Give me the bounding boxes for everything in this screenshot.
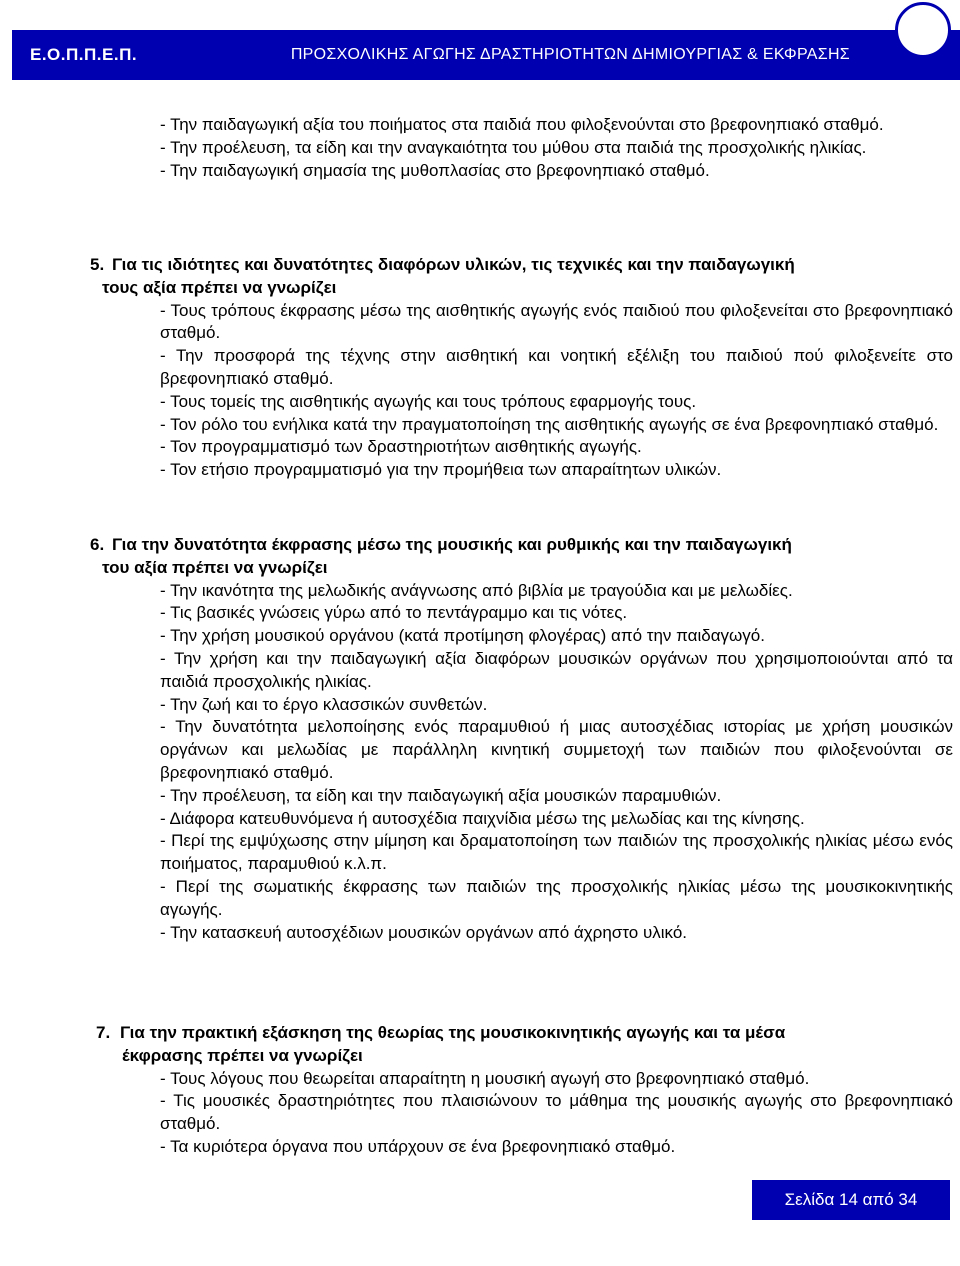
page-header <box>0 0 960 90</box>
list-item: - Περί της σωματικής έκφρασης των παιδιών της προσχολικής ηλικίας μέσω της μουσικοκινητικής αγωγής. <box>160 876 953 919</box>
intro-list <box>0 114 960 182</box>
list-item: - Την παιδαγωγική σημασία της μυθοπλασίας στο βρεφονηπιακό σταθμό. <box>160 160 710 180</box>
header-title: ΠΡΟΣΧΟΛΙΚΗΣ ΑΓΩΓΗΣ ΔΡΑΣΤΗΡΙΟΤΗΤΩΝ ΔΗΜΙΟΥΡΓΙΑΣ & ΕΚΦΡΑΣΗΣ <box>290 46 850 63</box>
heading-line: Για την πρακτική εξάσκηση της θεωρίας της μουσικοκινητικής αγωγής και τα μέσα <box>120 1023 786 1042</box>
list-item: - Περί της εμψύχωσης στην μίμηση και δραματοποίηση των παιδιών της προσχολικής ηλικίας μέσω ενός ποιήματος, παραμυθιού κ.λ.π. <box>160 831 953 874</box>
list-item: - Τους τομείς της αισθητικής αγωγής και τους τρόπους εφαρμογής τους. <box>160 391 697 411</box>
list-item: - Την χρήση μουσικού οργάνου (κατά προτίμηση φλογέρας) από την παιδαγωγό. <box>160 626 765 646</box>
list-item: - Την χρήση και την παιδαγωγική αξία διαφόρων μουσικών οργάνων που χρησιμοποιούνται από τα παιδιά προσχολικής ηλικίας. <box>160 648 953 691</box>
section-number: 6. <box>90 535 105 554</box>
section-heading <box>90 1022 953 1068</box>
list-item: - Τον ρόλο του ενήλικα κατά την πραγματοποίηση της αισθητικής αγωγής σε ένα βρεφονηπιακό σταθμό. <box>160 414 939 434</box>
heading-line: Για τις ιδιότητες και δυνατότητες διαφόρων υλικών, τις τεχνικές και την παιδαγωγική <box>112 255 795 274</box>
section-5 <box>0 254 960 482</box>
list-item: - Τον ετήσιο προγραμματισμό για την προμήθεια των απαραίτητων υλικών. <box>160 460 722 480</box>
list-item: - Την παιδαγωγική αξία του ποιήματος στα παιδιά που φιλοξενούνται στο βρεφονηπιακό σταθμό. <box>160 115 884 134</box>
section-6 <box>0 534 960 944</box>
list-item: - Τους λόγους που θεωρείται απαραίτητη η μουσική αγωγή στο βρεφονηπιακό σταθμό. <box>160 1068 810 1088</box>
header-emblem <box>895 2 951 58</box>
list-item: - Την δυνατότητα μελοποίησης ενός παραμυθιού ή μιας αυτοσχέδιας ιστορίας με χρήση μουσικών οργάνων και μελωδίας με παράλληλη κινητική συμμετοχή των παιδιών που φιλοξενούνται σε βρεφονηπιακό σταθμό. <box>160 717 953 782</box>
list-item: - Την προσφορά της τέχνης στην αισθητική και νοητική εξέλιξη του παιδιού πού φιλοξενείτε στο βρεφονηπιακό σταθμό. <box>160 346 953 388</box>
list-item: - Τα κυριότερα όργανα που υπάρχουν σε ένα βρεφονηπιακό σταθμό. <box>160 1136 676 1156</box>
section-heading <box>90 254 953 300</box>
header-bar <box>12 30 960 80</box>
list-item: - Διάφορα κατευθυνόμενα ή αυτοσχέδια παιχνίδια μέσω της μελωδίας και της κίνησης. <box>160 808 805 828</box>
section-7 <box>0 1022 960 1159</box>
list-item: - Την ζωή και το έργο κλασσικών συνθετών. <box>160 694 488 714</box>
list-item: - Την προέλευση, τα είδη και την αναγκαιότητα του μύθου στα παιδιά της προσχολικής ηλικίας. <box>160 137 867 157</box>
page-number-badge <box>752 1180 950 1220</box>
section-heading <box>90 534 953 580</box>
heading-line: τους αξία πρέπει να γνωρίζει <box>102 277 337 297</box>
heading-line: έκφρασης πρέπει να γνωρίζει <box>122 1045 363 1065</box>
header-organization: Ε.Ο.Π.Π.Ε.Π. <box>30 45 138 64</box>
list-item: - Την προέλευση, τα είδη και την παιδαγωγική αξία μουσικών παραμυθιών. <box>160 785 722 805</box>
section-number: 7. <box>96 1023 111 1042</box>
list-item: - Τους τρόπους έκφρασης μέσω της αισθητικής αγωγής ενός παιδιού που φιλοξενείται στο βρεφονηπιακό σταθμό. <box>160 300 953 343</box>
list-item: - Τον προγραμματισμό των δραστηριοτήτων αισθητικής αγωγής. <box>160 437 642 457</box>
page-number: Σελίδα 14 από 34 <box>784 1190 918 1209</box>
list-item: - Τις μουσικές δραστηριότητες που πλαισιώνουν το μάθημα της μουσικής αγωγής στο βρεφονηπιακό σταθμό. <box>160 1091 953 1134</box>
heading-line: του αξία πρέπει να γνωρίζει <box>102 557 328 577</box>
section-number: 5. <box>90 255 105 274</box>
list-item: - Τις βασικές γνώσεις γύρω από το πεντάγραμμο και τις νότες. <box>160 603 628 623</box>
list-item: - Την ικανότητα της μελωδικής ανάγνωσης από βιβλία με τραγούδια και με μελωδίες. <box>160 580 793 600</box>
list-item: - Την κατασκευή αυτοσχέδιων μουσικών οργάνων από άχρηστο υλικό. <box>160 922 687 942</box>
heading-line: Για την δυνατότητα έκφρασης μέσω της μουσικής και ρυθμικής και την παιδαγωγική <box>112 535 792 554</box>
